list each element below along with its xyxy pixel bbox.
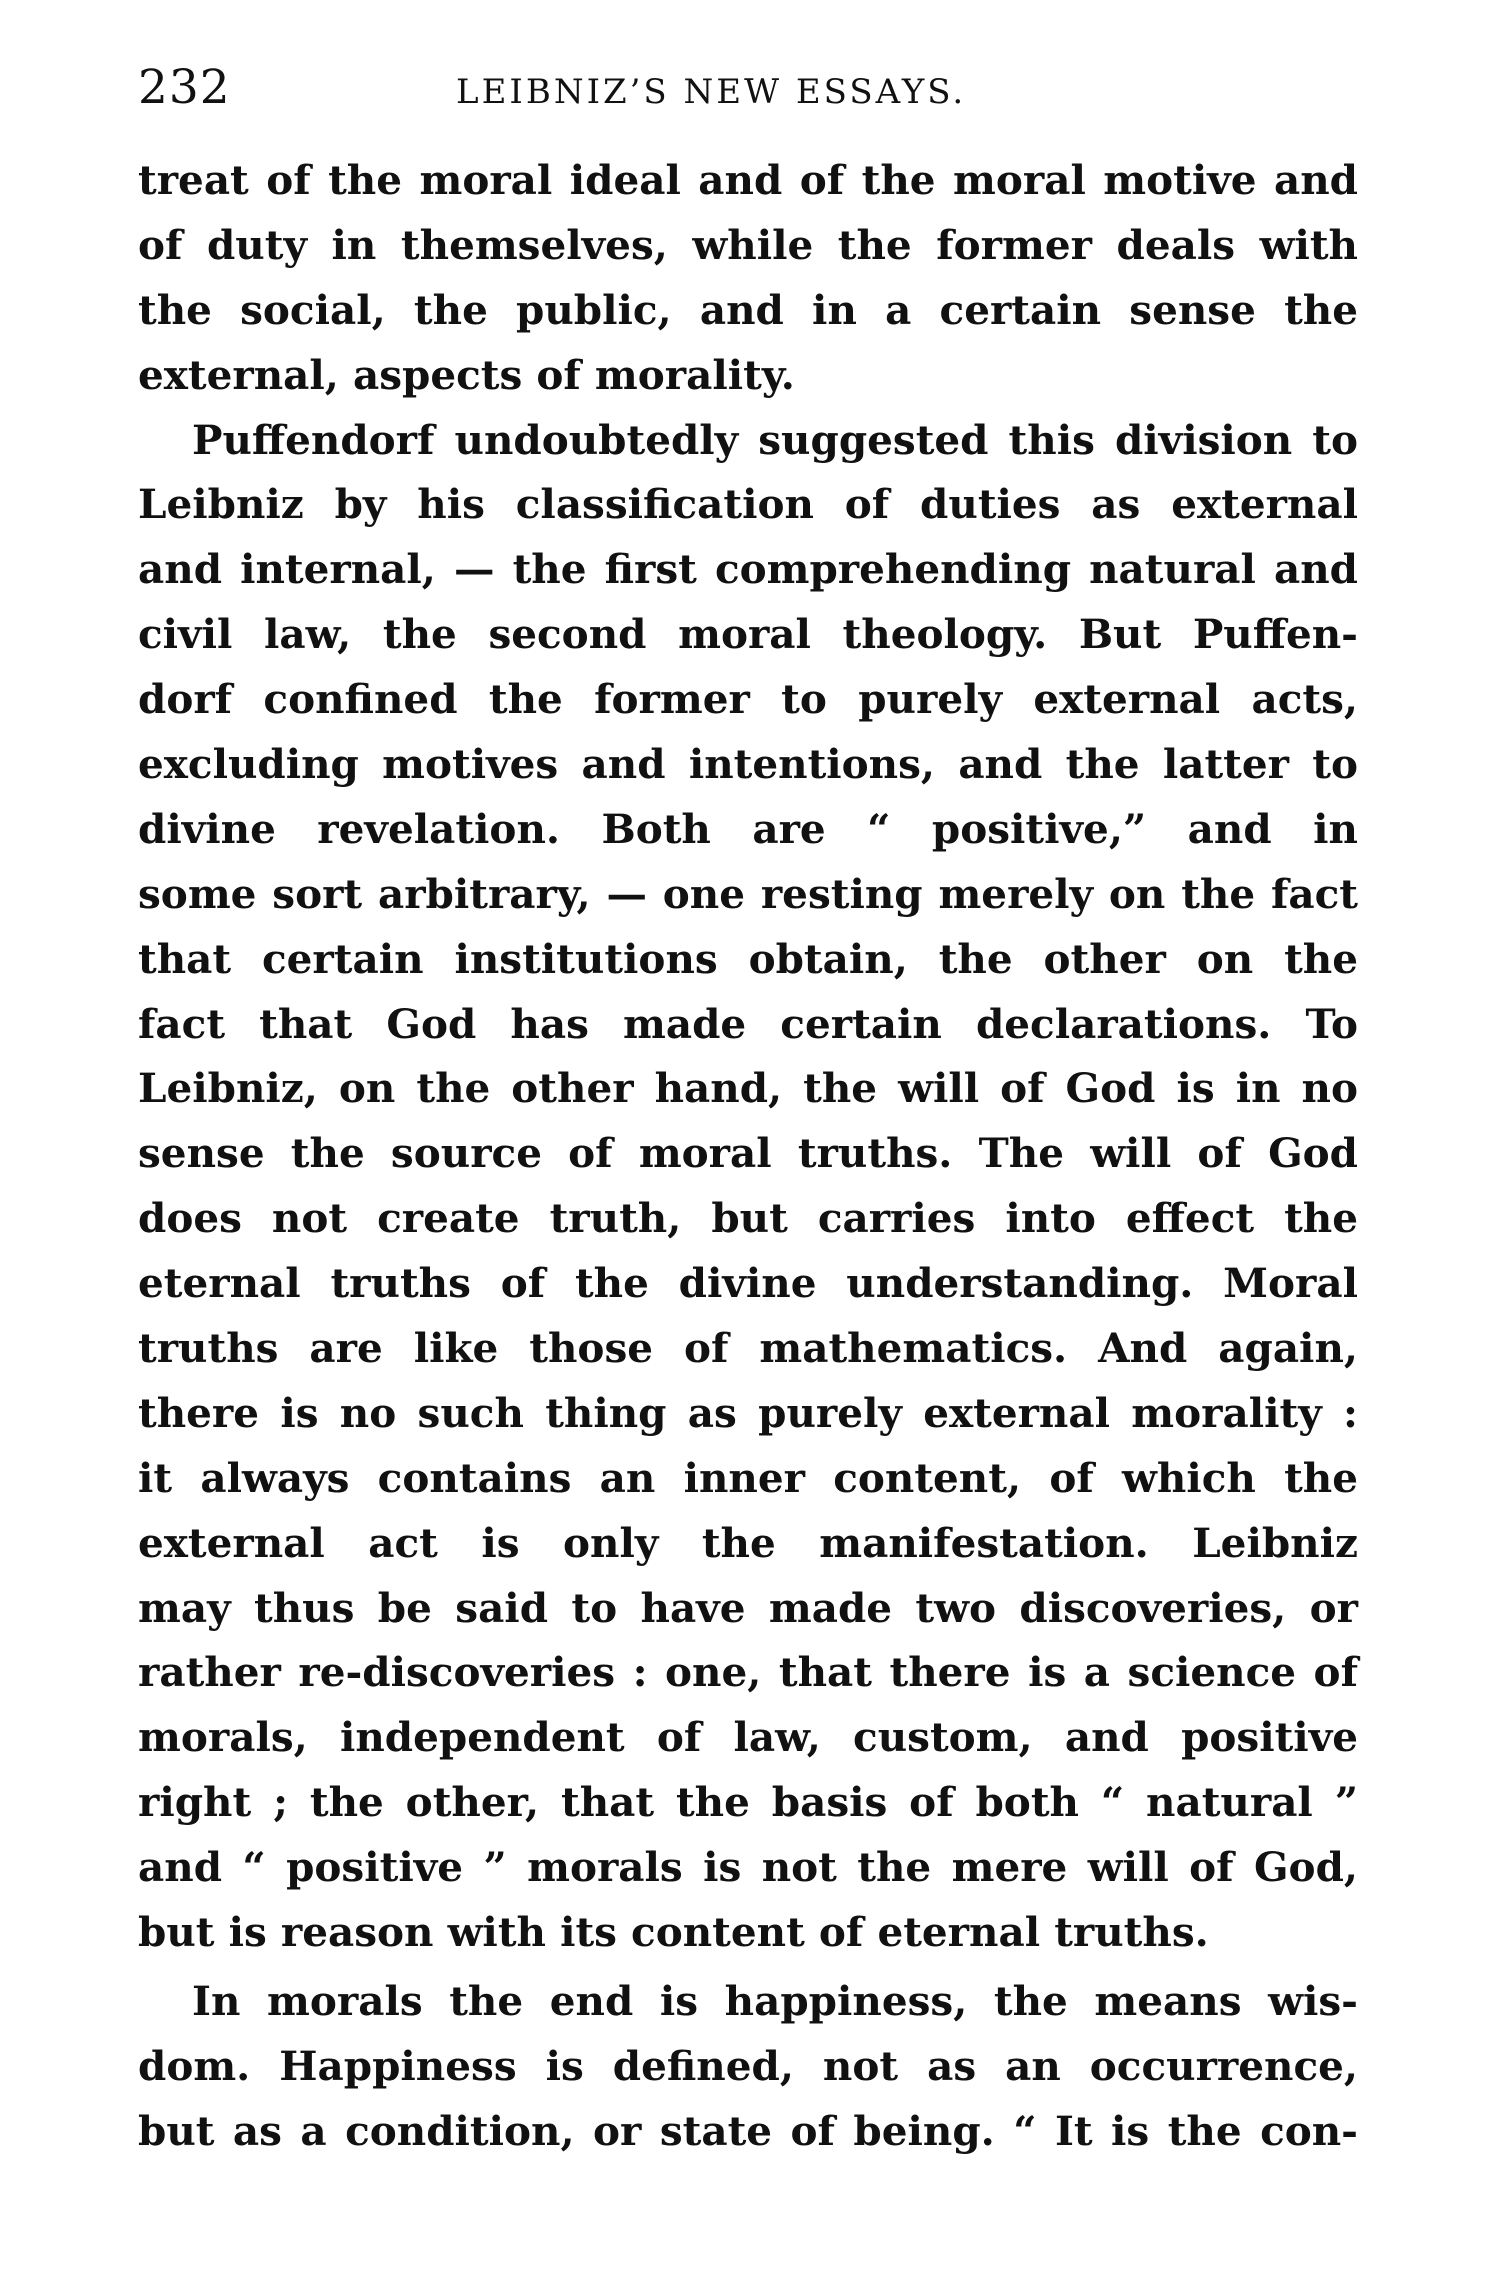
text-line: civil law, the second moral theology. But Puffen- — [138, 610, 1358, 659]
text-line: and “ positive ” morals is not the mere will of God, — [138, 1843, 1358, 1892]
text-line: truths are like those of mathematics. And again, — [138, 1324, 1358, 1373]
text-line: and internal, — the first comprehending natural and — [138, 545, 1358, 594]
running-title: LEIBNIZ’S NEW ESSAYS. — [456, 72, 967, 112]
body-text — [138, 148, 1358, 2164]
text-line: excluding motives and intentions, and the latter to — [138, 740, 1358, 789]
running-head — [138, 48, 1348, 128]
text-line: dom. Happiness is defined, not as an occurrence, — [138, 2041, 1358, 2090]
text-line: may thus be said to have made two discoveries, or — [138, 1583, 1358, 1632]
text-line: external, aspects of morality. — [138, 350, 795, 399]
text-line: In morals the end is happiness, the means wis- — [192, 1976, 1358, 2025]
paragraph — [138, 408, 1358, 1965]
text-line: but is reason with its content of eternal truths. — [138, 1908, 1209, 1957]
text-line: external act is only the manifestation. Leibniz — [138, 1518, 1358, 1567]
text-line: Leibniz by his classification of duties as external — [138, 480, 1358, 529]
text-line: dorf confined the former to purely external acts, — [138, 675, 1358, 724]
text-line: but as a condition, or state of being. “ It is the con- — [138, 2106, 1358, 2155]
text-line: some sort arbitrary, — one resting merely on the fact — [138, 869, 1358, 918]
text-line: Puffendorf undoubtedly suggested this division to — [192, 415, 1358, 464]
text-line: does not create truth, but carries into effect the — [138, 1194, 1358, 1243]
page-number: 232 — [138, 60, 231, 115]
text-line: sense the source of moral truths. The will of God — [138, 1129, 1358, 1178]
text-line: the social, the public, and in a certain sense the — [138, 285, 1358, 334]
text-line: morals, independent of law, custom, and positive — [138, 1713, 1358, 1762]
text-line: of duty in themselves, while the former deals with — [138, 220, 1358, 269]
text-line: it always contains an inner content, of which the — [138, 1453, 1358, 1502]
text-line: treat of the moral ideal and of the moral motive and — [138, 156, 1358, 204]
paragraph — [138, 148, 1358, 408]
paragraph — [138, 1969, 1358, 2164]
text-line: fact that God has made certain declarations. To — [138, 999, 1358, 1048]
text-line: that certain institutions obtain, the other on the — [138, 934, 1358, 983]
text-line: eternal truths of the divine understanding. Moral — [138, 1259, 1358, 1308]
text-line: there is no such thing as purely external morality : — [138, 1388, 1358, 1437]
text-line: divine revelation. Both are “ positive,” and in — [138, 804, 1358, 853]
text-line: right ; the other, that the basis of both “ natural ” — [138, 1778, 1358, 1827]
text-line: Leibniz, on the other hand, the will of God is in no — [138, 1064, 1358, 1113]
text-line: rather re-discoveries : one, that there is a science of — [138, 1648, 1358, 1697]
